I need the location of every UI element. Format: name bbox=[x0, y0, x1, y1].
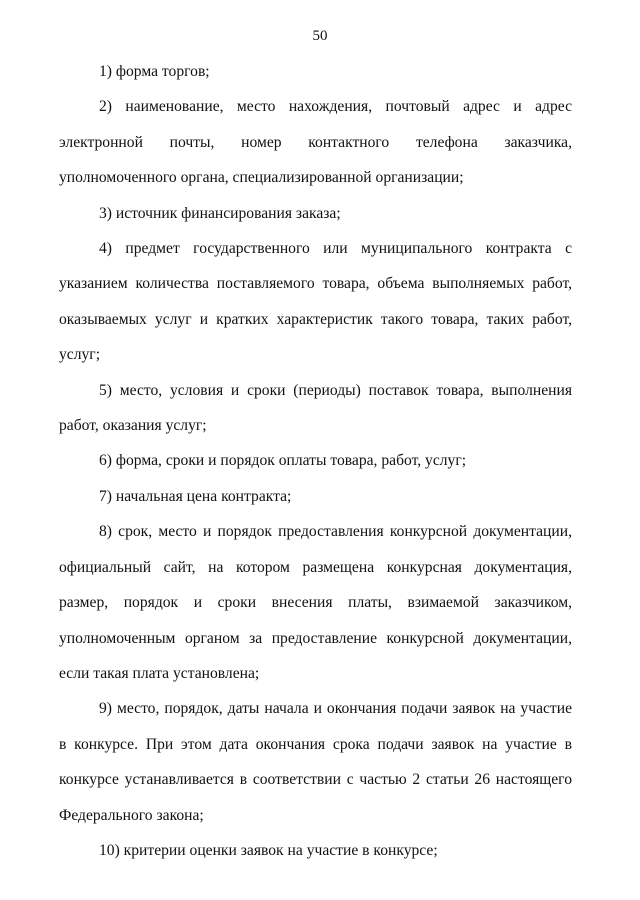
list-item-3: 3) источник финансирования заказа; bbox=[99, 204, 341, 222]
list-item-5: 5) место, условия и сроки (периоды) поставок товара, выполнения работ, оказания услуг; bbox=[59, 381, 572, 435]
list-item-2: 2) наименование, место нахождения, почтовый адрес и адрес электронной почты, номер контактного телефона заказчика, уполномоченного органа, специализированной организации; bbox=[59, 98, 572, 187]
list-item-10: 10) критерии оценки заявок на участие в конкурсе; bbox=[99, 841, 438, 859]
list-item-9: 9) место, порядок, даты начала и окончания подачи заявок на участие в конкурсе. При этом дата окончания срока подачи заявок на участие в конкурсе устанавливается в соответствии с частью 2 статьи 26 настоящего Федерального закона; bbox=[59, 700, 572, 824]
list-item-8: 8) срок, место и порядок предоставления конкурсной документации, официальный сайт, на котором размещена конкурсная документация, размер, порядок и сроки внесения платы, взимаемой заказчиком, уполномоченным органом за предоставление конкурсной документации, если такая плата установлена; bbox=[59, 523, 572, 682]
list-item-1: 1) форма торгов; bbox=[99, 63, 210, 80]
document-body bbox=[59, 54, 572, 868]
page-number: 50 bbox=[312, 28, 328, 44]
list-item-4: 4) предмет государственного или муниципального контракта с указанием количества поставляемого товара, объема выполняемых работ, оказываемых услуг и кратких характеристик такого товара, таких работ, услуг; bbox=[59, 240, 572, 364]
list-item-6: 6) форма, сроки и порядок оплаты товара, работ, услуг; bbox=[99, 452, 467, 470]
list-item-7: 7) начальная цена контракта; bbox=[99, 487, 292, 505]
